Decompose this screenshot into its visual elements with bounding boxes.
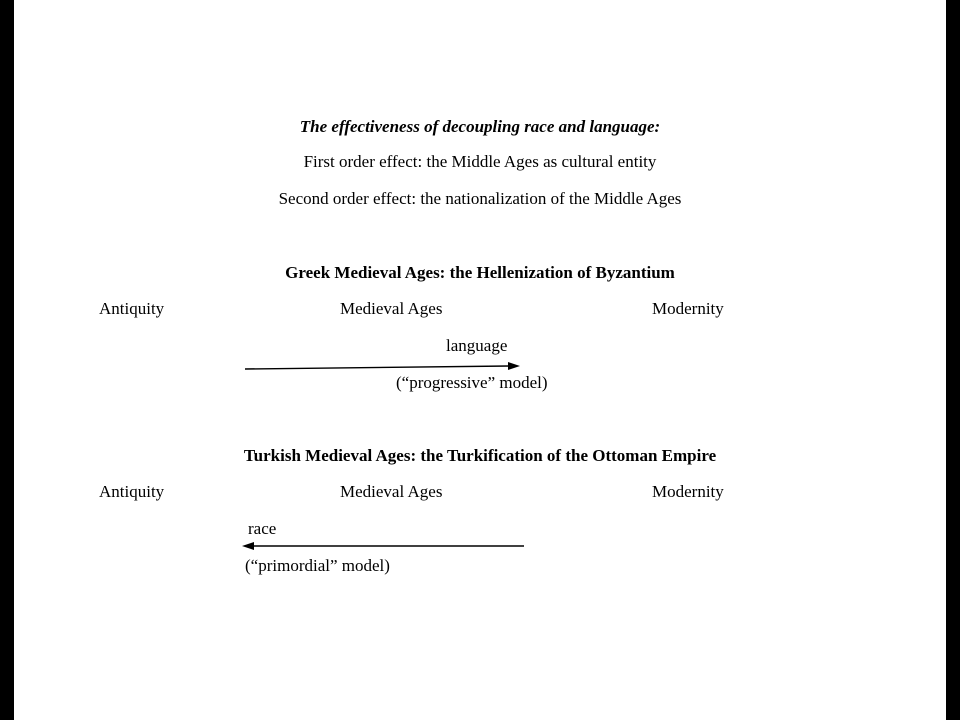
turkish-arrowhead-left <box>242 542 254 550</box>
greek-period-antiquity: Antiquity <box>99 299 165 318</box>
turkish-arrow-label: race <box>248 519 277 538</box>
arrows-layer <box>14 0 946 720</box>
turkish-period-medieval: Medieval Ages <box>340 482 443 501</box>
turkish-period-modernity: Modernity <box>652 482 724 501</box>
greek-arrowhead-right <box>508 362 520 370</box>
greek-arrow <box>245 362 520 370</box>
greek-heading: Greek Medieval Ages: the Hellenization of Byzantium <box>285 263 675 282</box>
first-order-effect: First order effect: the Middle Ages as cultural entity <box>303 152 657 171</box>
turkish-period-antiquity: Antiquity <box>99 482 165 501</box>
turkish-model-label: (“primordial” model) <box>245 556 390 575</box>
slide <box>14 0 946 720</box>
greek-arrow-shaft <box>245 366 509 369</box>
greek-period-modernity: Modernity <box>652 299 724 318</box>
greek-period-medieval: Medieval Ages <box>340 299 443 318</box>
turkish-arrow <box>242 542 524 550</box>
greek-model-label: (“progressive” model) <box>396 373 548 392</box>
second-order-effect: Second order effect: the nationalization of the Middle Ages <box>278 189 682 208</box>
turkish-heading: Turkish Medieval Ages: the Turkification of the Ottoman Empire <box>243 446 717 465</box>
slide-title: The effectiveness of decoupling race and language: <box>299 117 661 136</box>
greek-arrow-label: language <box>446 336 508 355</box>
